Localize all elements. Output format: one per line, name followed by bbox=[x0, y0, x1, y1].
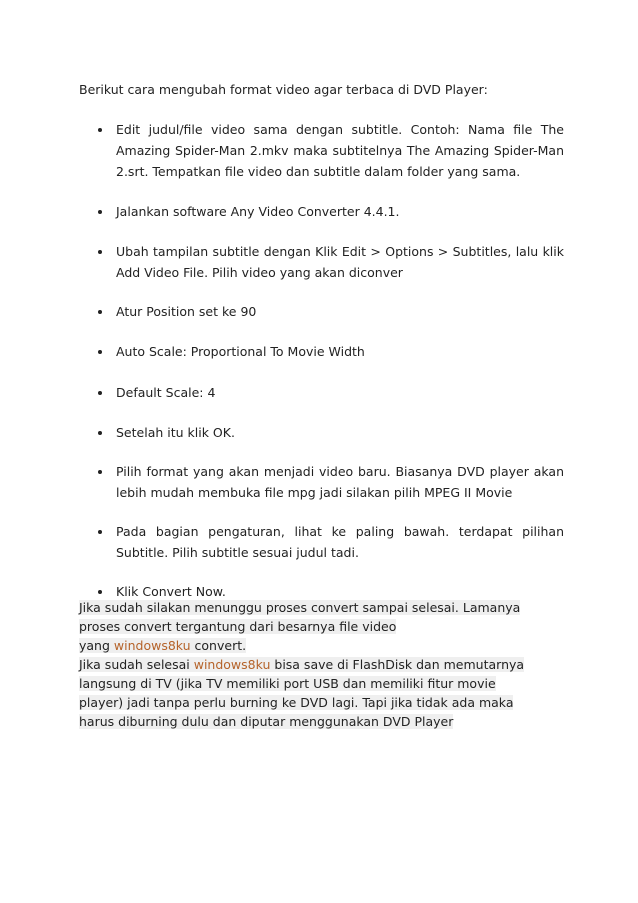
note-line: harus diburning dulu dan diputar menggunakan DVD Player bbox=[79, 714, 454, 729]
note-line: proses convert tergantung dari besarnya file video bbox=[79, 619, 397, 634]
list-item: Klik Convert Now. bbox=[79, 581, 564, 602]
note-paragraph-2 bbox=[79, 655, 559, 731]
list-item: Atur Position set ke 90 bbox=[79, 301, 564, 322]
list-item: Edit judul/file video sama dengan subtitle. Contoh: Nama file The Amazing Spider-Man 2.mkv maka subtitelnya The Amazing Spider-Man 2.srt. Tempatkan file video dan subtitle dalam folder yang sama. bbox=[79, 119, 564, 182]
list-item: Default Scale: 4 bbox=[79, 382, 564, 403]
list-item: Pada bagian pengaturan, lihat ke paling bawah. terdapat pilihan Subtitle. Pilih subtitle sesuai judul tadi. bbox=[79, 521, 564, 563]
windows8ku-link[interactable]: windows8ku bbox=[113, 638, 191, 653]
note-paragraph-1 bbox=[79, 598, 559, 655]
note-line bbox=[79, 638, 246, 653]
note-text: convert. bbox=[190, 638, 247, 653]
list-item: Jalankan software Any Video Converter 4.4.1. bbox=[79, 201, 564, 222]
note-text: Jika sudah selesai bbox=[79, 657, 194, 672]
list-item: Auto Scale: Proportional To Movie Width bbox=[79, 341, 564, 362]
note-text: bisa save di FlashDisk dan memutarnya bbox=[270, 657, 525, 672]
windows8ku-link[interactable]: windows8ku bbox=[193, 657, 271, 672]
note-line: Jika sudah silakan menunggu proses convert sampai selesai. Lamanya bbox=[79, 600, 521, 615]
note-text: yang bbox=[79, 638, 114, 653]
steps-list bbox=[79, 119, 564, 602]
intro-text: Berikut cara mengubah format video agar terbaca di DVD Player: bbox=[79, 82, 488, 97]
list-item: Setelah itu klik OK. bbox=[79, 422, 564, 443]
note-line bbox=[79, 657, 524, 672]
list-item: Ubah tampilan subtitle dengan Klik Edit > Options > Subtitles, lalu klik Add Video File. Pilih video yang akan diconver bbox=[79, 241, 564, 283]
note-line: langsung di TV (jika TV memiliki port USB dan memiliki fitur movie bbox=[79, 676, 496, 691]
note-line: player) jadi tanpa perlu burning ke DVD lagi. Tapi jika tidak ada maka bbox=[79, 695, 514, 710]
list-item: Pilih format yang akan menjadi video baru. Biasanya DVD player akan lebih mudah membuka file mpg jadi silakan pilih MPEG II Movie bbox=[79, 461, 564, 503]
